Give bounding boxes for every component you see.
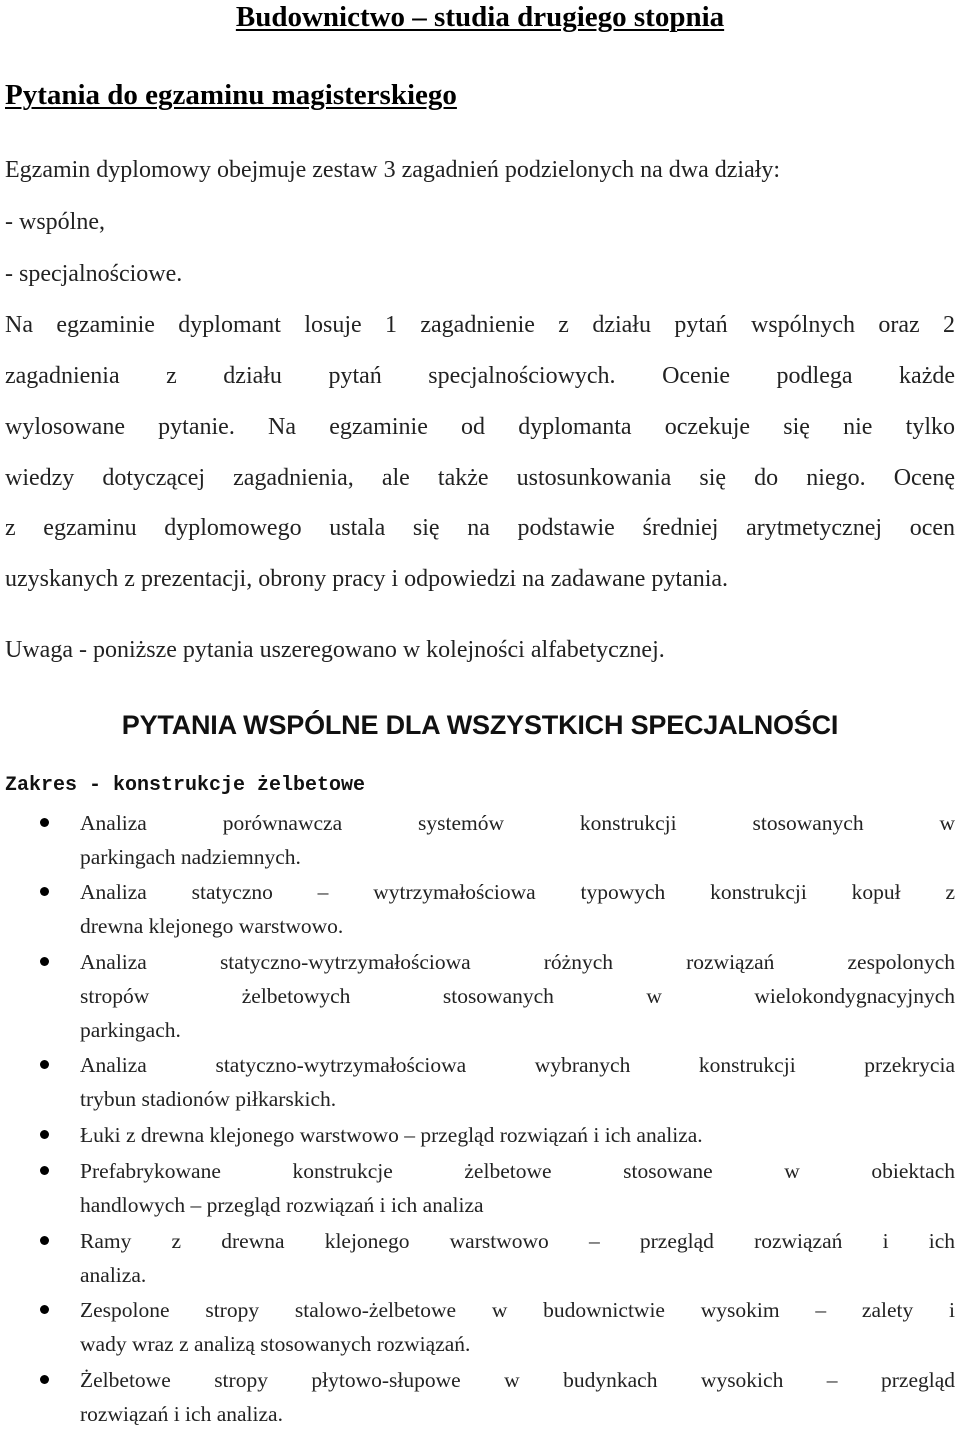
bullet-icon xyxy=(40,1166,49,1175)
list-item-line: Analiza statyczno-wytrzymałościowa różnych rozwiązań zespolonych xyxy=(80,950,955,974)
list-item-line: rozwiązań i ich analiza. xyxy=(80,1402,283,1426)
bullet-icon xyxy=(40,1236,49,1245)
list-item-line: Żelbetowe stropy płytowo-słupowe w budynkach wysokich – przegląd xyxy=(80,1368,955,1392)
bullet-icon xyxy=(40,818,49,827)
intro-line: wylosowane pytanie. Na egzaminie od dyplomanta oczekuje się nie tylko xyxy=(5,414,955,440)
list-item xyxy=(80,1224,955,1292)
list-item-line: analiza. xyxy=(80,1263,147,1287)
intro-line: zagadnienia z działu pytań specjalnościowych. Ocenie podlega każde xyxy=(5,363,955,389)
list-item-line: Prefabrykowane konstrukcje żelbetowe stosowane w obiektach xyxy=(80,1159,955,1183)
list-item xyxy=(80,875,955,943)
list-item-line: Analiza statyczno-wytrzymałościowa wybranych konstrukcji przekrycia xyxy=(80,1053,955,1077)
document-subtitle: Pytania do egzaminu magisterskiego xyxy=(5,79,457,111)
list-item-line: parkingach nadziemnych. xyxy=(80,845,301,869)
list-item-line: parkingach. xyxy=(80,1018,181,1042)
list-item-line: stropów żelbetowych stosowanych w wielokondygnacyjnych xyxy=(80,984,955,1008)
section-label: Zakres - konstrukcje żelbetowe xyxy=(5,774,366,797)
list-item-line: drewna klejonego warstwowo. xyxy=(80,914,344,938)
bullet-icon xyxy=(40,1305,49,1314)
bullet-icon xyxy=(40,1130,49,1139)
bullet-icon xyxy=(40,1060,49,1069)
list-item xyxy=(80,1154,955,1222)
list-item xyxy=(80,1048,955,1116)
list-item xyxy=(80,1363,955,1431)
bullet-icon xyxy=(40,887,49,896)
intro-note: Uwaga - poniższe pytania uszeregowano w kolejności alfabetycznej. xyxy=(5,637,665,663)
intro-line: Egzamin dyplomowy obejmuje zestaw 3 zagadnień podzielonych na dwa działy: xyxy=(5,157,781,183)
list-item-line: Łuki z drewna klejonego warstwowo – przegląd rozwiązań i ich analiza. xyxy=(80,1123,703,1147)
bullet-icon xyxy=(40,957,49,966)
intro-line: - wspólne, xyxy=(5,209,105,235)
list-item xyxy=(80,1293,955,1361)
intro-line: z egzaminu dyplomowego ustala się na podstawie średniej arytmetycznej ocen xyxy=(5,515,955,541)
list-item-line: wady wraz z analizą stosowanych rozwiązań. xyxy=(80,1332,471,1356)
list-item-line: handlowych – przegląd rozwiązań i ich analiza xyxy=(80,1193,484,1217)
list-item-line: trybun stadionów piłkarskich. xyxy=(80,1087,337,1111)
list-item-line: Analiza statyczno – wytrzymałościowa typowych konstrukcji kopuł z xyxy=(80,880,955,904)
list-item xyxy=(80,806,955,874)
list-item-line: Analiza porównawcza systemów konstrukcji stosowanych w xyxy=(80,811,955,835)
list-item xyxy=(80,1118,955,1152)
intro-line: wiedzy dotyczącej zagadnienia, ale także ustosunkowania się do niego. Ocenę xyxy=(5,465,955,491)
intro-line: Na egzaminie dyplomant losuje 1 zagadnienie z działu pytań wspólnych oraz 2 xyxy=(5,312,955,338)
document-title: Budownictwo – studia drugiego stopnia xyxy=(235,1,725,33)
section-heading: PYTANIA WSPÓLNE DLA WSZYSTKICH SPECJALNOŚCI xyxy=(121,710,839,740)
list-item-line: Ramy z drewna klejonego warstwowo – przegląd rozwiązań i ich xyxy=(80,1229,955,1253)
bullet-icon xyxy=(40,1375,49,1384)
intro-line: - specjalnościowe. xyxy=(5,261,183,287)
intro-line: uzyskanych z prezentacji, obrony pracy i odpowiedzi na zadawane pytania. xyxy=(5,566,729,592)
list-item-line: Zespolone stropy stalowo-żelbetowe w budownictwie wysokim – zalety i xyxy=(80,1298,955,1322)
list-item xyxy=(80,945,955,1047)
